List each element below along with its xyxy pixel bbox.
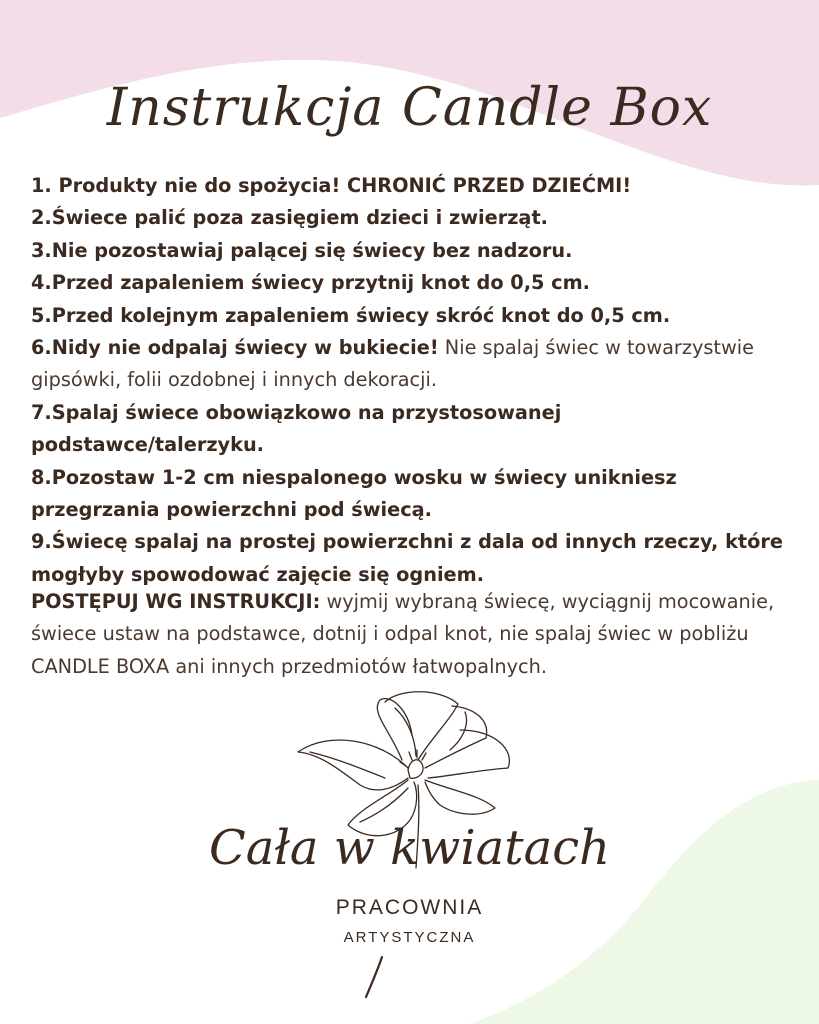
rule-item bbox=[31, 300, 791, 332]
logo-script-text: Cała w kwiatach bbox=[209, 820, 610, 876]
logo-subtitle-line2: ARTYSTYCZNA bbox=[343, 929, 476, 946]
instruction-lead: POSTĘPUJ WG INSTRUKCJI: bbox=[31, 590, 321, 613]
decorative-stroke bbox=[360, 955, 390, 1000]
rule-bold: 9.Świecę spalaj na prostej powierzchni z dala od innych rzeczy, które mogłyby spowodować zajęcie się ogniem. bbox=[31, 530, 783, 586]
logo-subtitle-line1: PRACOWNIA bbox=[335, 896, 484, 919]
instruction-paragraph bbox=[31, 586, 791, 683]
rule-item bbox=[31, 397, 791, 462]
rule-bold: 5.Przed kolejnym zapaleniem świecy skróć knot do 0,5 cm. bbox=[31, 303, 671, 327]
rule-bold: 2.Świece palić poza zasięgiem dzieci i zwierząt. bbox=[31, 206, 548, 230]
rule-item bbox=[31, 462, 791, 527]
rule-item bbox=[31, 235, 791, 267]
rule-item bbox=[31, 526, 791, 591]
rule-bold: 1. Produkty nie do spożycia! CHRONIĆ PRZED DZIEĆMI! bbox=[31, 174, 632, 197]
rule-item bbox=[31, 170, 791, 202]
rule-bold: 4.Przed zapaleniem świecy przytnij knot do 0,5 cm. bbox=[31, 271, 591, 295]
rules-list bbox=[31, 170, 791, 591]
page-title: Instrukcja Candle Box bbox=[106, 78, 713, 138]
rule-bold: 7.Spalaj świece obowiązkowo na przystosowanej podstawce/talerzyku. bbox=[31, 400, 562, 457]
rule-normal: Nie spalaj świec w towarzystwie gipsówki, folii ozdobnej i innych dekoracji. bbox=[31, 336, 754, 392]
rule-bold: 3.Nie pozostawiaj palącej się świecy bez nadzoru. bbox=[31, 238, 573, 262]
rule-item bbox=[31, 267, 791, 299]
instruction-text: wyjmij wybraną świecę, wyciągnij mocowanie, świece ustaw na podstawce, dotnij i odpal knot, nie spalaj świec w pobliżu CANDLE BOXA ani innych przedmiotów łatwopalnych. bbox=[31, 590, 775, 678]
rule-item bbox=[31, 332, 791, 397]
rule-item bbox=[31, 202, 791, 234]
rule-bold: 6.Nidy nie odpalaj świecy w bukiecie! bbox=[31, 336, 439, 360]
rule-bold: 8.Pozostaw 1-2 cm niespalonego wosku w świecy unikniesz przegrzania powierzchni pod świecą. bbox=[31, 465, 677, 522]
